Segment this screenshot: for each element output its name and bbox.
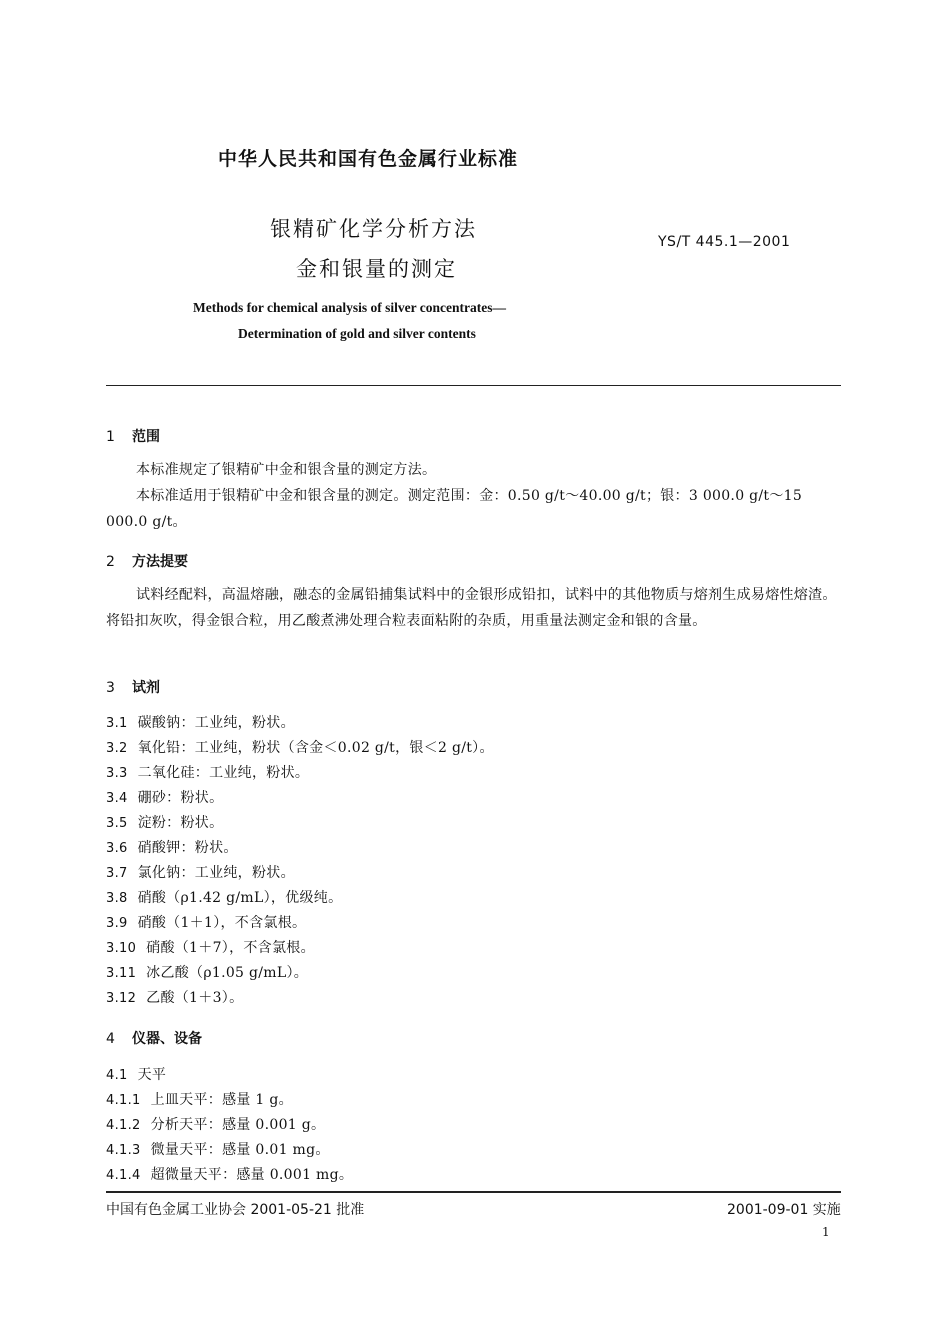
item-text: 二氧化硅：工业纯，粉状。 [137,765,310,781]
page-number: 1 [822,1225,830,1239]
reagent-item [106,937,315,957]
reagent-item [106,762,309,782]
item-text: 淀粉：粉状。 [137,815,224,831]
reagent-item [106,712,295,732]
equipment-item [106,1164,353,1184]
reagent-item [106,962,308,982]
item-text: 硝酸钾：粉状。 [137,840,238,856]
item-number: 3.3 [106,766,128,781]
standard-number: YS/T 445.1—2001 [658,234,791,250]
standard-body-heading: 中华人民共和国有色金属行业标准 [218,148,519,170]
equipment-item [106,1114,325,1134]
section-1-heading [106,426,160,446]
item-number: 3.1 [106,716,128,731]
item-text: 硝酸（1＋1），不含氯根。 [137,915,307,931]
approval-line: 中国有色金属工业协会 2001-05-21 批准 [106,1202,365,1218]
item-number: 3.10 [106,941,137,956]
item-number: 3.8 [106,891,128,906]
implementation-line: 2001-09-01 实施 [727,1202,841,1218]
section-number: 3 [106,680,115,696]
item-text: 硝酸（1＋7），不含氯根。 [146,940,315,956]
item-text: 乙酸（1＋3）。 [146,990,244,1006]
section-2-heading [106,551,188,571]
section-number: 4 [106,1031,115,1047]
en-title-line1: Methods for chemical analysis of silver concentrates— [193,300,506,315]
item-text: 微量天平：感量 0.01 mg。 [150,1142,330,1158]
item-text: 上皿天平：感量 1 g。 [150,1092,293,1108]
section-number: 2 [106,554,115,570]
reagent-item [106,787,223,807]
item-number: 3.7 [106,866,128,881]
footer-divider [106,1191,841,1193]
item-number: 3.4 [106,791,128,806]
item-text: 分析天平：感量 0.001 g。 [150,1117,326,1133]
reagent-item [106,812,223,832]
reagent-item [106,912,306,932]
equipment-item [106,1064,166,1084]
section-title: 方法提要 [132,554,188,570]
item-text: 冰乙酸（ρ1.05 g/mL）。 [146,965,309,981]
item-number: 3.11 [106,966,137,981]
item-number: 3.6 [106,841,128,856]
item-number: 4.1.4 [106,1168,141,1183]
item-text: 硼砂：粉状。 [137,790,224,806]
cn-title-line1: 银精矿化学分析方法 [270,217,477,241]
section-title: 试剂 [132,680,160,696]
item-text: 碳酸钠：工业纯，粉状。 [137,715,295,731]
section-number: 1 [106,429,115,445]
item-number: 3.12 [106,991,137,1006]
item-text: 超微量天平：感量 0.001 mg。 [150,1167,354,1183]
item-number: 3.9 [106,916,128,931]
header-divider [106,385,841,386]
item-number: 4.1.2 [106,1118,141,1133]
reagent-item [106,987,243,1007]
reagent-item [106,837,238,857]
section-title: 仪器、设备 [132,1031,202,1047]
section-2-para-1: 试料经配料，高温熔融，融态的金属铅捕集试料中的金银形成铅扣，试料中的其他物质与熔剂生成易熔性熔渣。将铅扣灰吹，得金银合粒，用乙酸煮沸处理合粒表面粘附的杂质，用重量法测定金和银的含量。 [106,587,837,629]
item-text: 氧化铅：工业纯，粉状（含金＜0.02 g/t，银＜2 g/t）。 [137,740,494,756]
equipment-item [106,1139,330,1159]
cn-title-line2: 金和银量的测定 [296,257,457,281]
section-title: 范围 [132,429,160,445]
section-3-heading [106,677,160,697]
equipment-item [106,1089,293,1109]
en-title-line2: Determination of gold and silver contents [238,326,476,341]
item-number: 3.5 [106,816,128,831]
item-text: 氯化钠：工业纯，粉状。 [137,865,295,881]
item-text: 硝酸（ρ1.42 g/mL），优级纯。 [137,890,343,906]
section-1-para-1: 本标准规定了银精矿中金和银含量的测定方法。 [136,462,437,478]
item-text: 天平 [137,1067,167,1083]
item-number: 4.1.3 [106,1143,141,1158]
section-4-heading [106,1028,202,1048]
section-1-para-2: 本标准适用于银精矿中金和银含量的测定。测定范围：金：0.50 g/t～40.00 g/t；银：3 000.0 g/t～15 000.0 g/t。 [106,488,803,530]
item-number: 4.1.1 [106,1093,141,1108]
reagent-item [106,862,295,882]
item-number: 3.2 [106,741,128,756]
item-number: 4.1 [106,1068,128,1083]
reagent-item [106,737,494,757]
reagent-item [106,887,342,907]
